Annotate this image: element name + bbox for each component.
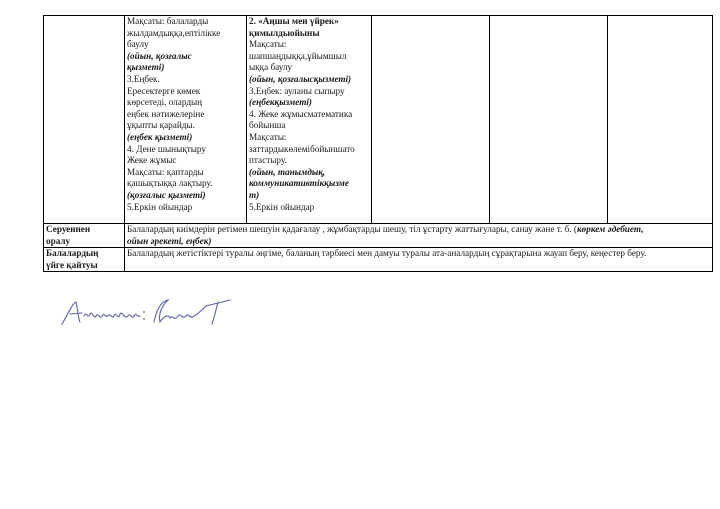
cell-text-line: (ойын, қозғалысқызметі) <box>249 73 352 84</box>
cell-text-line: бойынша <box>249 120 286 131</box>
cell-text-line: қашықтыққа лақтыру. <box>127 178 213 189</box>
cell-text-line: қызметі) <box>127 62 165 73</box>
cell-text-line: Мақсаты: <box>249 39 287 50</box>
cell-text-line: 3.Еңбек: ауланы сыпыру <box>249 85 345 96</box>
cell-text-line: жылдамдыққа,ептілікке <box>127 27 221 38</box>
cell-text-line: заттардыкөлемібойыншато <box>249 143 355 154</box>
cell-day-3-activities <box>247 16 372 224</box>
cell-text-line: (ойын, қозғалыс <box>127 50 192 61</box>
cell-text-line: ұқыпты қарайды. <box>127 120 195 131</box>
cell-text-line: (еңбек қызметі) <box>127 131 193 142</box>
cell-text-line: шапшаңдыққа,ұйымшыл <box>249 50 347 61</box>
cell-text-line: 2. «Аңшы мен үйрек» <box>249 16 339 26</box>
row-label-line: оралу <box>46 235 71 246</box>
cell-day-5-empty <box>490 16 608 224</box>
cell-day-2-activities <box>125 16 247 224</box>
row-text-home <box>125 248 713 272</box>
cell-text-line: көрсетеді, олардың <box>127 97 203 108</box>
cell-text-line: Мақсаты: <box>249 131 287 142</box>
cell-text-line: 3.Еңбек. <box>127 73 160 84</box>
cell-text-line: коммуникативтікқызме <box>249 178 349 189</box>
cell-text-line: Ересектерге көмек <box>127 85 201 96</box>
handwritten-signature <box>58 292 238 332</box>
row-text: Балалардың киімдерін ретімен шешуін қадағалау , жұмбақтарды шешу, тіл ұстарту жаттығулары, санау және т. б. ( <box>127 224 577 234</box>
table-row-going-home <box>44 248 713 272</box>
daily-plan-table <box>43 15 713 272</box>
cell-day-6-empty <box>608 16 713 224</box>
cell-text-line: ыққа баулу <box>249 62 293 73</box>
cell-text-line: (ойын, танымдық, <box>249 166 326 177</box>
cell-text-line: (қозғалыс қызметі) <box>127 189 206 200</box>
row-text: Балалардың жетістіктері туралы әңгіме, баланың тәрбиесі мен дамуы туралы ата-аналардың сұрақтарына жауап беру, кеңестер беру. <box>127 248 647 259</box>
cell-text-line: 4. Дене шынықтыру <box>127 143 206 154</box>
cell-text-line: баулу <box>127 39 149 50</box>
row-label-line: Балалардың <box>46 248 99 259</box>
cell-text-line: т) <box>249 189 260 200</box>
cell-text-line: Мақсаты: балаларды <box>127 16 209 26</box>
table-row-activities <box>44 16 713 224</box>
cell-text-line: Мақсаты: қаптарды <box>127 166 204 177</box>
table-row-return-from-walk <box>44 224 713 248</box>
row-label-line: үйге қайтуы <box>46 259 98 270</box>
row-text-italic: ойын әрекеті, еңбек) <box>127 235 212 246</box>
row-text-return <box>125 224 713 248</box>
row-label-line: Серуеннен <box>46 224 91 234</box>
cell-text-line: еңбек нәтижелеріне <box>127 108 205 119</box>
row-label-home <box>44 248 125 272</box>
cell-text-line: Жеке жұмыс <box>127 155 177 166</box>
cell-day-4-empty <box>372 16 490 224</box>
row-label-return <box>44 224 125 248</box>
cell-text-line: птастыру. <box>249 155 287 166</box>
cell-text-line: 4. Жеке жұмысматематика <box>249 108 353 119</box>
cell-text-line: 5.Еркін ойындар <box>127 201 193 212</box>
row-text-italic: көркем әдебиет, <box>576 224 644 234</box>
cell-text-line: қимылдыойыны <box>249 27 320 38</box>
cell-empty-label <box>44 16 125 224</box>
cell-text-line: 5.Еркін ойындар <box>249 201 315 212</box>
cell-text-line: (еңбекқызметі) <box>249 97 312 108</box>
